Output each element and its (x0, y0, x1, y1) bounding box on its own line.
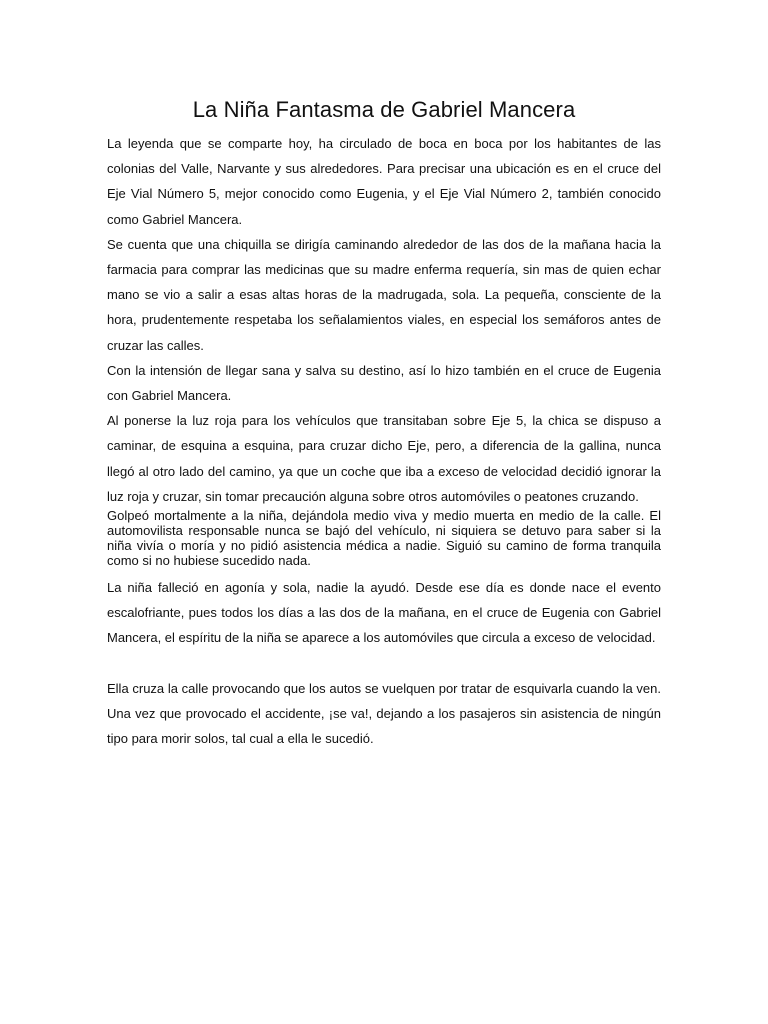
paragraph-6: La niña falleció en agonía y sola, nadie la ayudó. Desde ese día es donde nace el evento escalofriante, pues todos los días a las dos de la mañana, en el cruce de Eugenia con Gabriel Mancera, el espíritu de la niña se aparece a los automóviles que circula a exceso de velocidad. (107, 580, 661, 646)
document-body (107, 131, 661, 751)
paragraph-3: Con la intensión de llegar sana y salva su destino, así lo hizo también en el cruce de Eugenia con Gabriel Mancera. (107, 362, 661, 404)
paragraph-1: La leyenda que se comparte hoy, ha circulado de boca en boca por los habitantes de las colonias del Valle, Narvante y sus alrededores. Para precisar una ubicación es en el cruce del Eje Vial Número 5, mejor conocido como Eugenia, y el Eje Vial Número 2, también conocido como Gabriel Mancera. (107, 136, 661, 227)
document-title: La Niña Fantasma de Gabriel Mancera (192, 97, 576, 122)
paragraph-7: Ella cruza la calle provocando que los autos se vuelquen por tratar de esquivarla cuando la ven. Una vez que provocado el accidente, ¡se va!, dejando a los pasajeros sin asistencia de ningún tipo para morir solos, tal cual a ella le sucedió. (107, 680, 661, 747)
paragraph-2: Se cuenta que una chiquilla se dirigía caminando alrededor de las dos de la mañana hacia la farmacia para comprar las medicinas que su madre enferma requería, sin mas de quien echar mano se vio a salir a esas altas horas de la madrugada, sola. La pequeña, consciente de la hora, prudentemente respetaba los señalamientos viales, en especial los semáforos antes de cruzar las calles. (107, 236, 661, 353)
paragraph-4: Al ponerse la luz roja para los vehículos que transitaban sobre Eje 5, la chica se dispuso a caminar, de esquina a esquina, para cruzar dicho Eje, pero, a diferencia de la gallina, nunca llegó al otro lado del camino, ya que un coche que iba a exceso de velocidad decidió ignorar la luz roja y cruzar, sin tomar precaución alguna sobre otros automóviles o peatones cruzando. (107, 413, 661, 504)
paragraph-5: Golpeó mortalmente a la niña, dejándola medio viva y medio muerta en medio de la calle. El automovilista responsable nunca se bajó del vehículo, ni siquiera se detuvo para saber si la niña vivía o moría y no pidió asistencia médica a nadie. Siguió su camino de forma tranquila como si no hubiese sucedido nada. (107, 508, 661, 569)
